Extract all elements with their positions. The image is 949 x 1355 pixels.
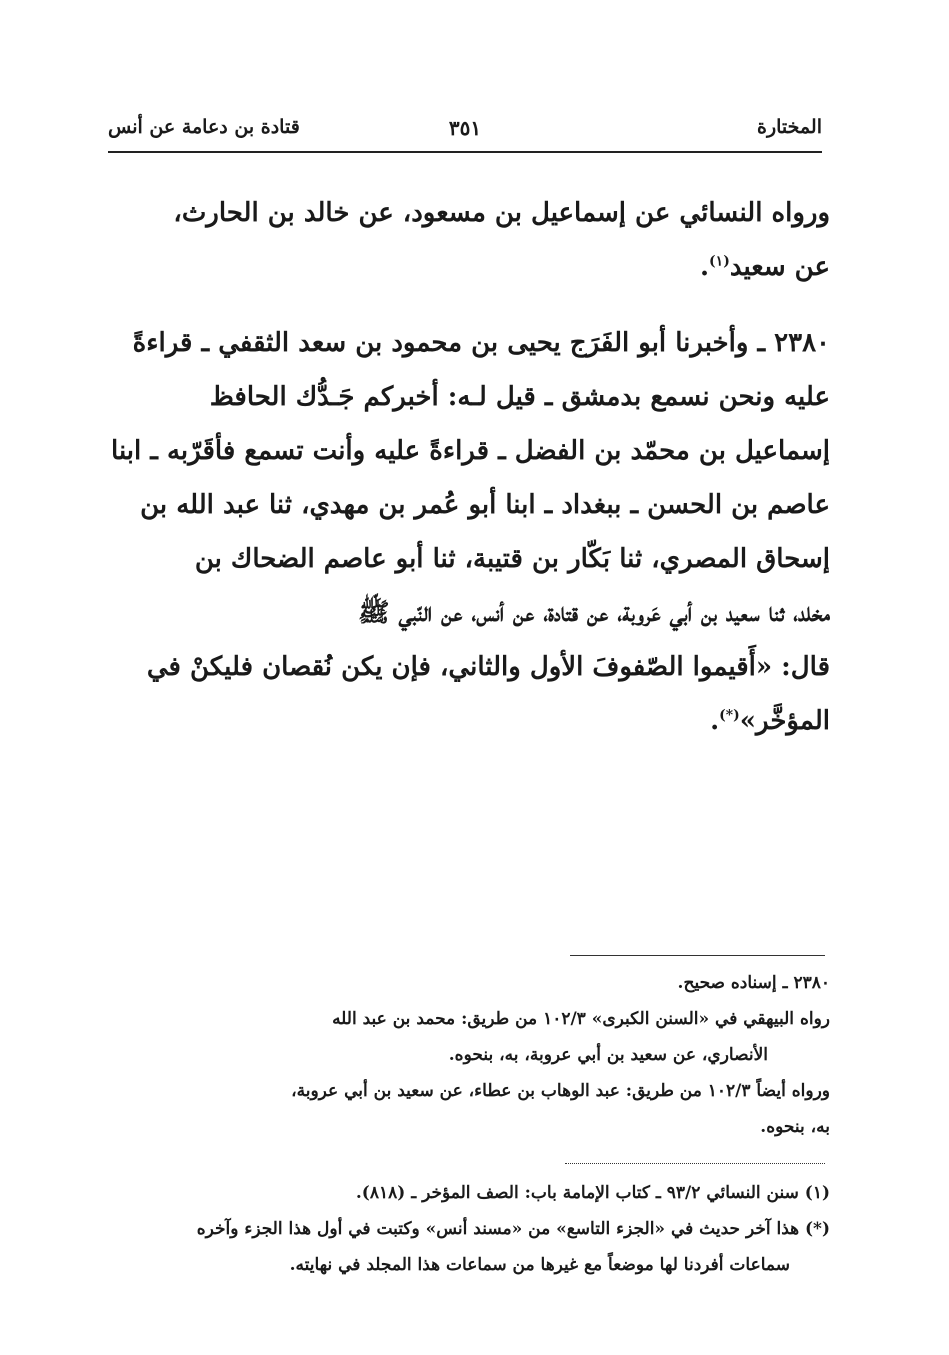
hadith-last-line: المؤخَّر»	[739, 706, 830, 736]
footnote-line: (١) سنن النسائي ٩٣/٢ ـ كتاب الإمامة باب: الصف المؤخر ـ (٨١٨).	[355, 1183, 830, 1203]
footnote-line: رواه البيهقي في «السنن الكبرى» ١٠٢/٣ من طريق: محمد بن عبد الله	[332, 1009, 830, 1029]
hadith-end: .	[710, 706, 720, 736]
hadith-line: مخلد، ثنا سعيد بن أبي عَروبة، عن قتادة، عن أنس، عن النّبي ﷺ	[358, 598, 830, 628]
paragraph-1-end: .	[699, 252, 710, 282]
header-rule	[108, 151, 822, 153]
hadith-line: قال: «أَقيموا الصّفوفَ الأول والثاني، فإن يكن نُقصان فليكنْ في	[146, 652, 830, 682]
paragraph-1-line-1: ورواه النسائي عن إسماعيل بن مسعود، عن خالد بن الحارث،	[173, 198, 830, 228]
hadith-line: إسماعيل بن محمّد بن الفضل ـ قراءةً عليه وأنت تسمع فأقَرّبه ـ ابنا	[111, 436, 830, 466]
footnote-ref-1: (١)	[709, 253, 730, 270]
commentary-footnotes	[108, 965, 830, 1145]
hadith-line: عليه ونحن نسمع بدمشق ـ قيل لـه: أخبركم جَـدُّك الحافظ	[209, 382, 830, 412]
paragraph-1	[108, 186, 830, 294]
footnote-line: سماعات أفردنا لها موضعاً مع غيرها من سماعات هذا المجلد في نهايته.	[289, 1255, 790, 1275]
header-chapter-title: قتادة بن دعامة عن أنس	[108, 116, 300, 138]
hadith-paragraph	[108, 316, 830, 748]
hadith-line: ٢٣٨٠ ـ وأخبرنا أبو الفَرَج يحيى بن محمود بن سعد الثقفي ـ قراءةً	[132, 328, 830, 358]
header-book-title: المختارة	[757, 116, 822, 138]
hadith-line: إسحاق المصري، ثنا بَكّار بن قتيبة، ثنا أبو عاصم الضحاك بن	[194, 544, 830, 574]
page-number: ٣٥١	[448, 116, 482, 140]
footnote-line: به، بنحوه.	[760, 1117, 830, 1137]
footnote-ref-star: (*)	[719, 707, 740, 724]
hadith-line: عاصم بن الحسن ـ ببغداد ـ ابنا أبو عُمر بن مهدي، ثنا عبد الله بن	[140, 490, 830, 520]
main-text	[108, 186, 830, 748]
footnote-line: ٢٣٨٠ ـ إسناده صحيح.	[677, 973, 830, 993]
paragraph-1-line-2: عن سعيد	[729, 252, 830, 282]
running-header	[108, 112, 822, 150]
footnote-line: ورواه أيضاً ١٠٢/٣ من طريق: عبد الوهاب بن عطاء، عن سعيد بن أبي عروبة،	[291, 1081, 830, 1101]
bottom-footnotes	[108, 1175, 830, 1283]
footnote-line: الأنصاري، عن سعيد بن أبي عروبة، به، بنحوه.	[448, 1045, 768, 1065]
footnote-separator-dotted	[565, 1163, 825, 1164]
footnote-line: (*) هذا آخر حديث في «الجزء التاسع» من «مسند أنس» وكتبت في أول هذا الجزء وآخره	[196, 1219, 830, 1239]
footnote-separator	[570, 955, 825, 956]
